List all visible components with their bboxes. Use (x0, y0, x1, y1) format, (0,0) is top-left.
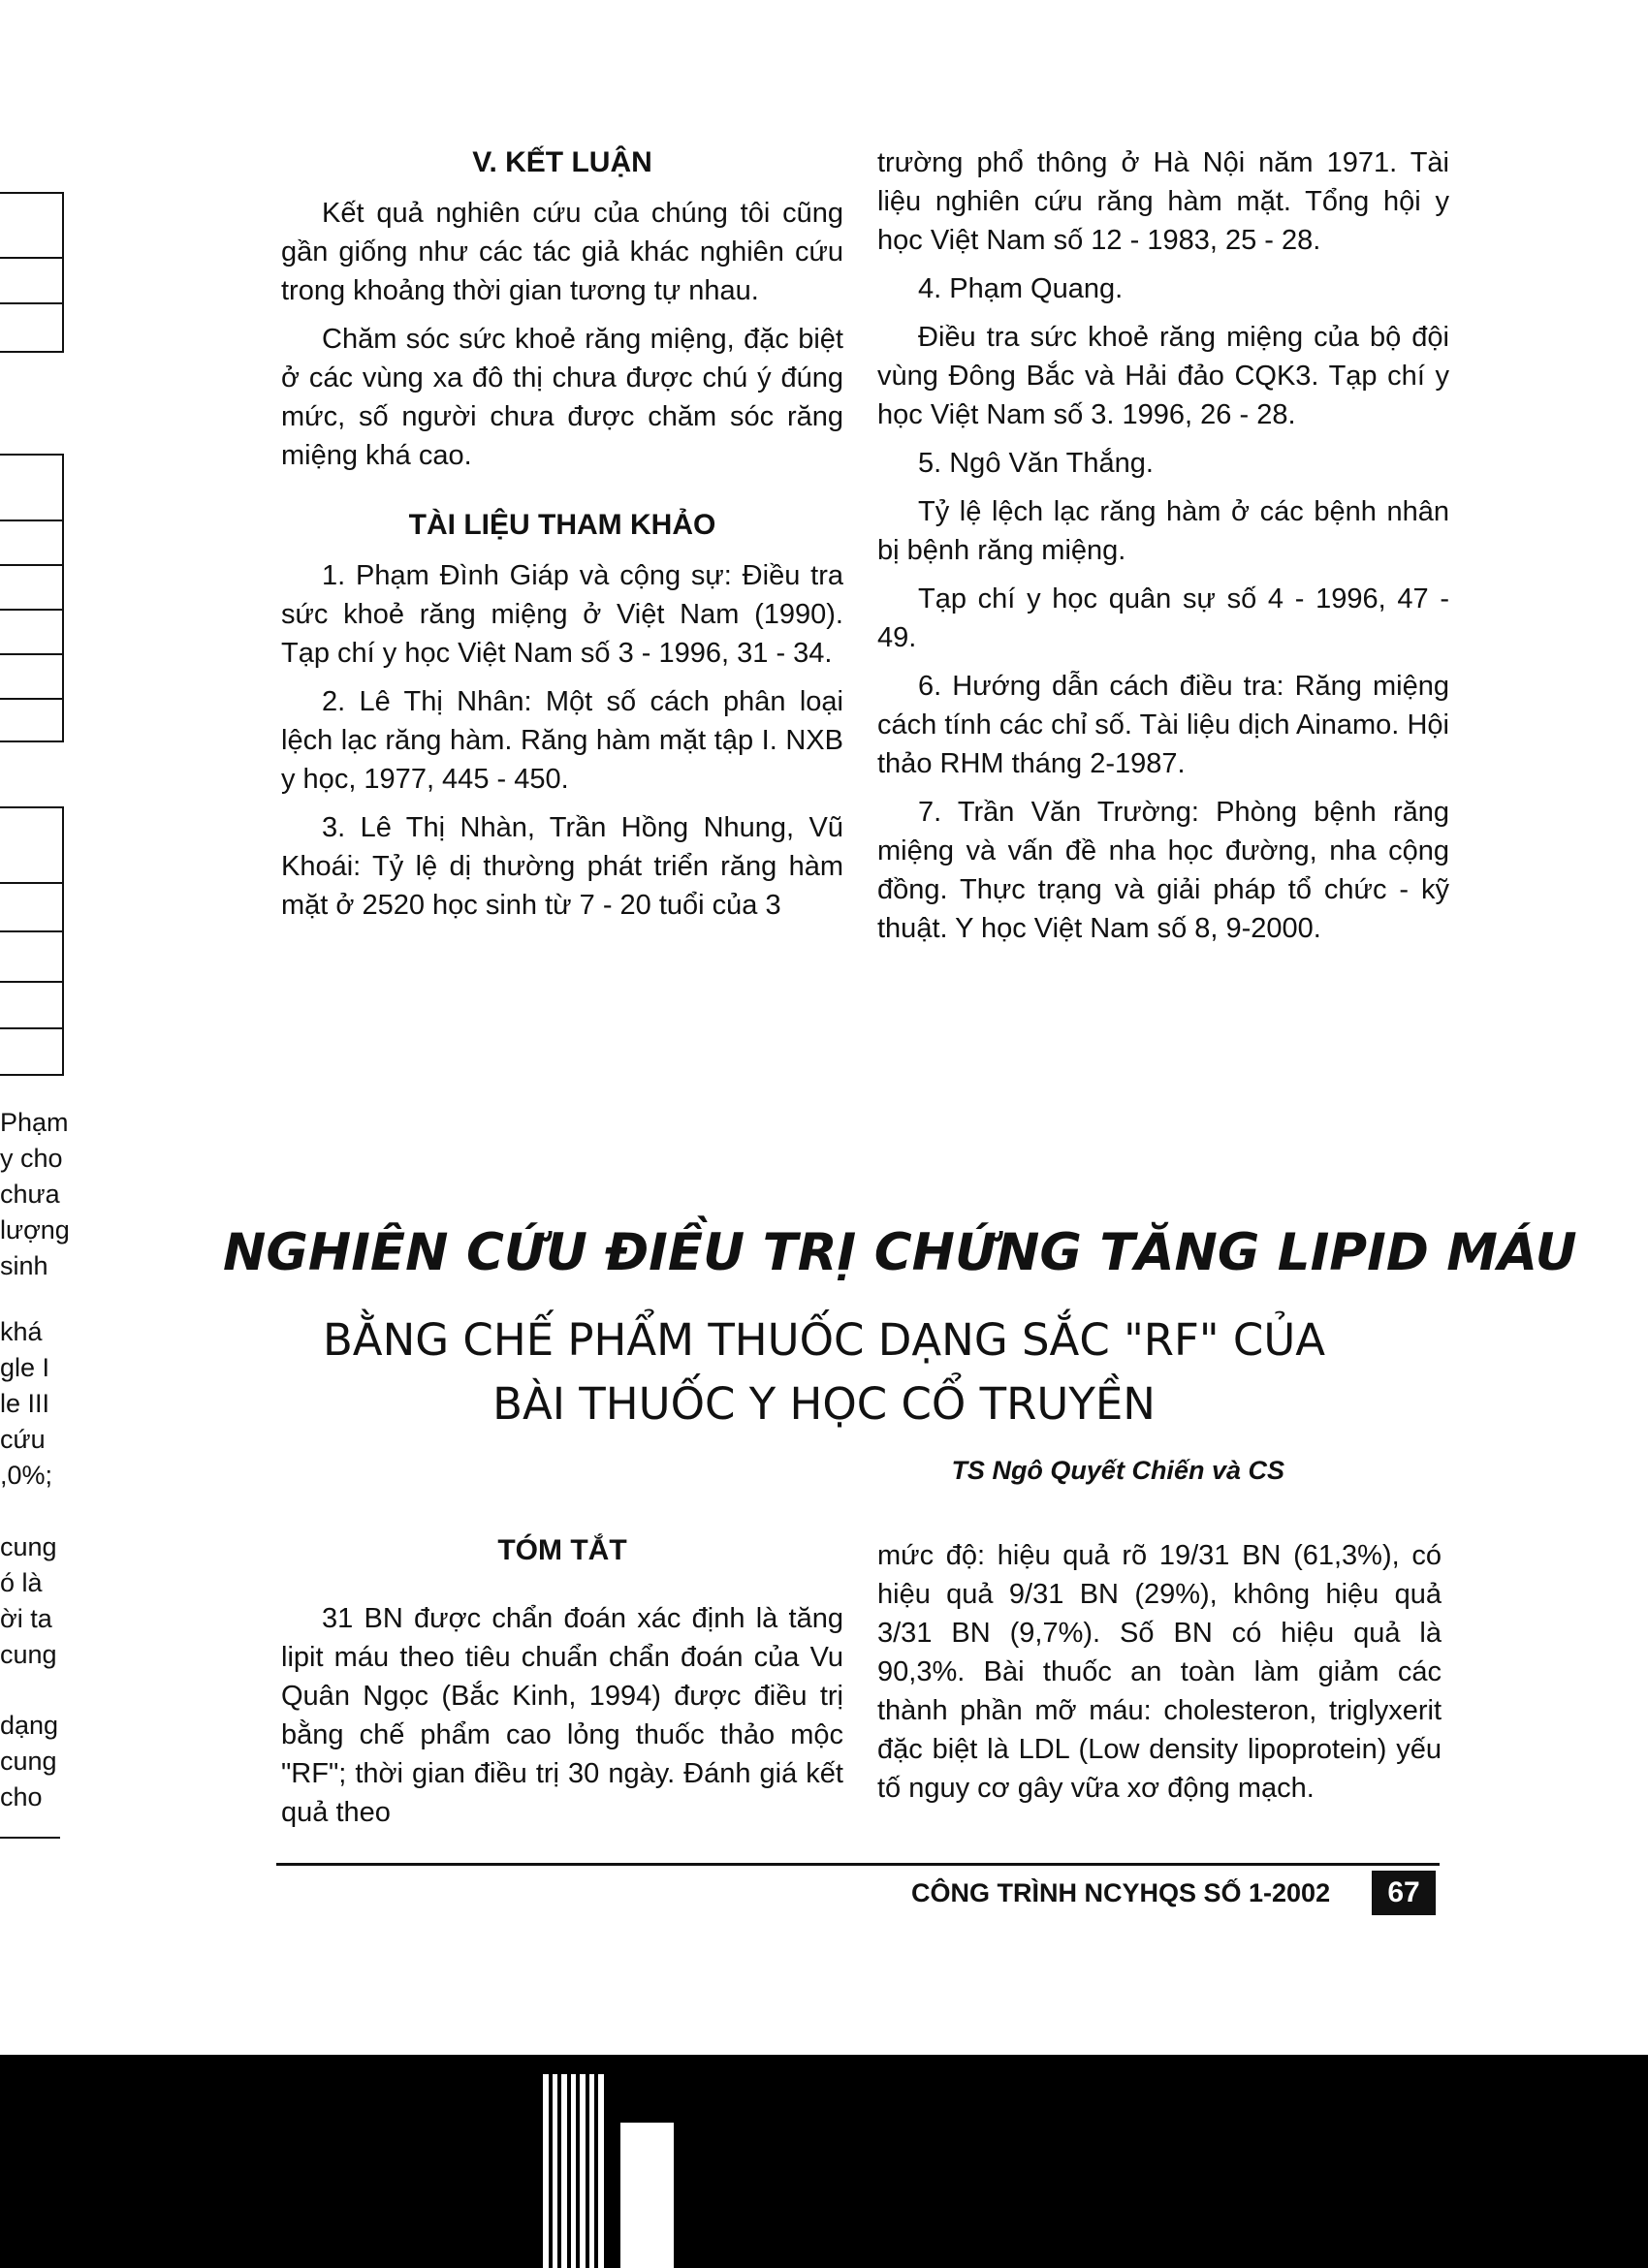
reference-7: 7. Trần Văn Trường: Phòng bệnh răng miệng và vấn đề nha học đường, nha cộng đồng. Thực trạng và giải pháp tổ chức - kỹ thuật. Y học Việt Nam số 8, 9-2000. (877, 797, 1449, 944)
table-line (0, 302, 64, 304)
reference-5-author: 5. Ngô Văn Thắng. (918, 448, 1154, 479)
reference-5-journal: Tạp chí y học quân sự số 4 - 1996, 47 - 49. (877, 583, 1449, 653)
clipped-fragment: khá (0, 1317, 43, 1346)
separator-line (0, 1837, 60, 1839)
table-line (62, 454, 64, 742)
table-line (0, 806, 64, 808)
table-line (0, 698, 64, 700)
table-line (0, 740, 64, 742)
table-line (0, 454, 64, 456)
references-heading: TÀI LIỆU THAM KHẢO (408, 509, 716, 541)
abstract-paragraph-start: 31 BN được chẩn đoán xác định là tăng lipit máu theo tiêu chuẩn chẩn đoán của Vu Quân Ngọc (Bắc Kinh, 1994) được điều trị bằng chế phẩm cao lỏng thuốc thảo mộc "RF"; thời gian điều trị 30 ngày. Đánh giá kết quả theo (281, 1603, 843, 1828)
reference-5-body: Tỷ lệ lệch lạc răng hàm ở các bệnh nhân bị bệnh răng miệng. (877, 496, 1449, 566)
table-line (0, 653, 64, 655)
section-heading-conclusion: V. KẾT LUẬN (472, 146, 652, 178)
article-author: TS Ngô Quyết Chiến và CS (951, 1456, 1284, 1485)
table-line (0, 1027, 64, 1029)
right-column (877, 143, 1449, 958)
clipped-fragment: cung (0, 1640, 57, 1669)
clipped-fragment: gle I (0, 1353, 50, 1382)
reference-3: 3. Lê Thị Nhàn, Trần Hồng Nhung, Vũ Khoái: Tỷ lệ dị thường phát triển răng hàm mặt ở 2520 học sinh từ 7 - 20 tuổi của 3 (281, 812, 843, 921)
clipped-fragment: Phạm (0, 1108, 69, 1137)
reference-4-body: Điều tra sức khoẻ răng miệng của bộ đội vùng Đông Bắc và Hải đảo CQK3. Tạp chí y học Việt Nam số 3. 1996, 26 - 28. (877, 322, 1449, 430)
footer-journal: CÔNG TRÌNH NCYHQS SỐ 1-2002 (911, 1878, 1331, 1907)
clipped-fragment: cho (0, 1782, 43, 1811)
clipped-fragment: cứu (0, 1425, 46, 1454)
clipped-fragment: dạng (0, 1711, 59, 1740)
table-line (0, 520, 64, 521)
reference-4-author: 4. Phạm Quang. (918, 273, 1124, 304)
scan-artifact (620, 2123, 679, 2268)
table-line (0, 981, 64, 983)
reference-6: 6. Hướng dẫn cách điều tra: Răng miệng cách tính các chỉ số. Tài liệu dịch Ainamo. Hội thảo RHM tháng 2-1987. (877, 671, 1449, 779)
abstract-left-column (281, 1531, 843, 1842)
left-column (281, 143, 843, 934)
conclusion-paragraph-2: Chăm sóc sức khoẻ răng miệng, đặc biệt ở các vùng xa đô thị chưa được chú ý đúng mức, số người chưa được chăm sóc răng miệng khá cao. (281, 324, 843, 471)
article-subtitle-line-1: BẰNG CHẾ PHẨM THUỐC DẠNG SẮC "RF" CỦA (322, 1314, 1326, 1366)
reference-3-continued: trường phổ thông ở Hà Nội năm 1971. Tài liệu nghiên cứu răng hàm mặt. Tổng hội y học Việt Nam số 12 - 1983, 25 - 28. (877, 147, 1449, 256)
table-line (0, 882, 64, 884)
table-line (0, 192, 64, 194)
scan-artifact (543, 2074, 611, 2268)
reference-1: 1. Phạm Đình Giáp và cộng sự: Điều tra sức khoẻ răng miệng ở Việt Nam (1990). Tạp chí y học Việt Nam số 3 - 1996, 31 - 34. (281, 560, 843, 669)
table-line (0, 564, 64, 566)
clipped-fragment: cung (0, 1532, 57, 1561)
table-line (62, 806, 64, 1076)
clipped-fragment: ời ta (0, 1604, 52, 1633)
table-line (62, 192, 64, 353)
clipped-fragment: sinh (0, 1251, 48, 1280)
table-line (0, 609, 64, 611)
clipped-fragment: chưa (0, 1180, 60, 1209)
reference-2: 2. Lê Thị Nhân: Một số cách phân loại lệch lạc răng hàm. Răng hàm mặt tập I. NXB y học, 1977, 445 - 450. (281, 686, 843, 795)
clipped-fragment: ,0%; (0, 1461, 53, 1490)
table-line (0, 257, 64, 259)
scan-border (0, 2055, 1648, 2268)
abstract-heading: TÓM TẮT (497, 1534, 627, 1566)
clipped-fragment: ó là (0, 1568, 43, 1597)
article-title: NGHIÊN CỨU ĐIỀU TRỊ CHỨNG TĂNG LIPID MÁU (223, 1223, 1577, 1282)
clipped-fragment: le III (0, 1389, 50, 1418)
clipped-fragment: lượng (0, 1215, 70, 1244)
abstract-right-column (877, 1536, 1442, 1817)
article-subtitle (223, 1308, 1425, 1436)
page-number: 67 (1372, 1871, 1436, 1915)
table-line (0, 351, 64, 353)
table-line (0, 1074, 64, 1076)
table-line (0, 930, 64, 932)
conclusion-paragraph-1: Kết quả nghiên cứu của chúng tôi cũng gần giống như các tác giả khác nghiên cứu trong khoảng thời gian tương tự nhau. (281, 198, 843, 306)
clipped-fragment: cung (0, 1747, 57, 1776)
clipped-fragment: y cho (0, 1144, 63, 1173)
article-subtitle-line-2: BÀI THUỐC Y HỌC CỔ TRUYỀN (492, 1378, 1156, 1430)
abstract-paragraph-end: mức độ: hiệu quả rõ 19/31 BN (61,3%), có hiệu quả 9/31 BN (29%), không hiệu quả 3/31 BN (9,7%). Số BN có hiệu quả là 90,3%. Bài thuốc an toàn làm giảm các thành phần mỡ máu: cholesteron, triglyxerit đặc biệt là LDL (Low density lipoprotein) yếu tố nguy cơ gây vữa xơ động mạch. (877, 1540, 1442, 1804)
footer-rule (276, 1863, 1440, 1866)
